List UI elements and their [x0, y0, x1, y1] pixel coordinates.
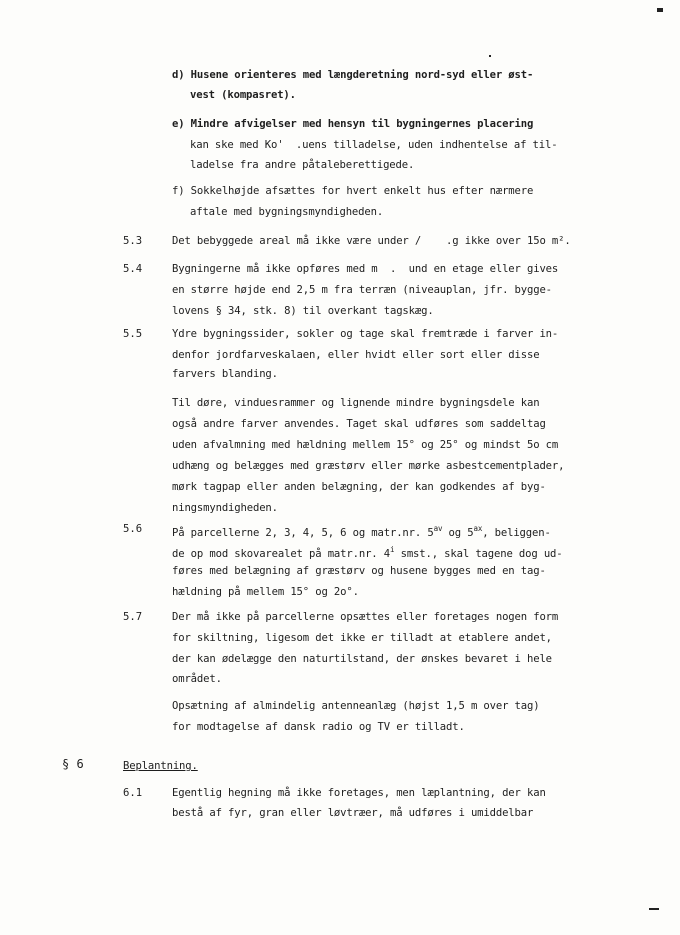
- section-5-7-line-2: for skiltning, ligesom det ikke er tilladt at etablere andet,: [172, 632, 552, 644]
- superscript-ax: ax: [473, 524, 483, 533]
- section-5-5-p2-line-3: uden afvalmning med hældning mellem 15° og 25° og mindst 5o cm: [172, 439, 559, 451]
- section-5-7-line-3: der kan ødelægge den naturtilstand, der ønskes bevaret i hele: [172, 653, 552, 665]
- section-5-6-line-1-b: og 5: [442, 527, 474, 539]
- section-number-5-6: 5.6: [123, 523, 143, 535]
- section-5-5-p2-line-2: også andre farver anvendes. Taget skal udføres som saddeltag: [172, 418, 546, 430]
- section-5-5-p2-line-6: ningsmyndigheden.: [172, 502, 278, 514]
- item-e-line-2: kan ske med Ko' .uens tilladelse, uden indhentelse af til-: [190, 139, 558, 151]
- section-5-7-p2-line-2: for modtagelse af dansk radio og TV er tilladt.: [172, 721, 465, 733]
- scan-dot: [489, 55, 491, 57]
- section-5-6-line-1-c: , beliggen-: [482, 527, 551, 539]
- section-5-5-p2-line-5: mørk tagpap eller anden belægning, der kan godkendes af byg-: [172, 481, 546, 493]
- section-number-5-5: 5.5: [123, 328, 143, 340]
- item-e-line-3: ladelse fra andre påtaleberettigede.: [190, 159, 415, 171]
- section-5-4-line-1: Bygningerne må ikke opføres med m . und en etage eller gives: [172, 263, 559, 275]
- section-number-5-4: 5.4: [123, 263, 143, 275]
- superscript-i: i: [389, 545, 395, 554]
- item-d-line-2: vest (kompasret).: [190, 89, 296, 101]
- section-5-5-line-2: denfor jordfarveskalaen, eller hvidt eller sort eller disse: [172, 349, 540, 361]
- section-5-6-line-3: føres med belægning af græstørv og husene bygges med en tag-: [172, 565, 546, 577]
- section-5-4-line-3: lovens § 34, stk. 8) til overkant tagskæg.: [172, 305, 434, 317]
- section-number-5-3: 5.3: [123, 235, 143, 247]
- section-number-5-7: 5.7: [123, 611, 143, 623]
- section-5-7-line-1: Der må ikke på parcellerne opsættes eller foretages nogen form: [172, 611, 559, 623]
- item-e-line-1: e) Mindre afvigelser med hensyn til bygningernes placering: [172, 118, 534, 130]
- section-5-3-text: Det bebyggede areal må ikke være under / .g ikke over 15o m².: [172, 235, 571, 247]
- scan-mark-top-right: [657, 8, 663, 12]
- section-5-5-line-3: farvers blanding.: [172, 368, 278, 380]
- section-heading-beplantning: Beplantning.: [123, 760, 198, 772]
- section-6-1-line-2: bestå af fyr, gran eller løvtræer, må udføres i umiddelbar: [172, 807, 534, 819]
- item-d-line-1: d) Husene orienteres med længderetning nord-syd eller øst-: [172, 69, 534, 81]
- section-5-5-p2-line-4: udhæng og belægges med græstørv eller mørke asbestcementplader,: [172, 460, 565, 472]
- section-5-6-line-2-a: de op mod skovarealet på matr.nr. 4: [172, 548, 390, 560]
- section-5-6-line-2: [172, 543, 563, 561]
- superscript-av: av: [433, 524, 443, 533]
- section-5-6-line-2-b: smst., skal tagene dog ud-: [394, 548, 563, 560]
- section-heading-number-6: § 6: [62, 757, 84, 771]
- section-5-6-line-4: hældning på mellem 15° og 2o°.: [172, 586, 359, 598]
- section-5-7-p2-line-1: Opsætning af almindelig antenneanlæg (højst 1,5 m over tag): [172, 700, 540, 712]
- section-5-4-line-2: en større højde end 2,5 m fra terræn (niveauplan, jfr. bygge-: [172, 284, 552, 296]
- item-f-line-1: f) Sokkelhøjde afsættes for hvert enkelt hus efter nærmere: [172, 185, 534, 197]
- scan-mark-bottom-right: [649, 908, 659, 910]
- section-5-6-line-1-a: På parcellerne 2, 3, 4, 5, 6 og matr.nr. 5: [172, 527, 434, 539]
- item-f-line-2: aftale med bygningsmyndigheden.: [190, 206, 384, 218]
- section-5-6-line-1: [172, 522, 551, 540]
- section-6-1-line-1: Egentlig hegning må ikke foretages, men læplantning, der kan: [172, 787, 546, 799]
- section-number-6-1: 6.1: [123, 787, 143, 799]
- section-5-7-line-4: området.: [172, 673, 222, 685]
- section-5-5-line-1: Ydre bygningssider, sokler og tage skal fremtræde i farver in-: [172, 328, 559, 340]
- section-5-5-p2-line-1: Til døre, vinduesrammer og lignende mindre bygningsdele kan: [172, 397, 540, 409]
